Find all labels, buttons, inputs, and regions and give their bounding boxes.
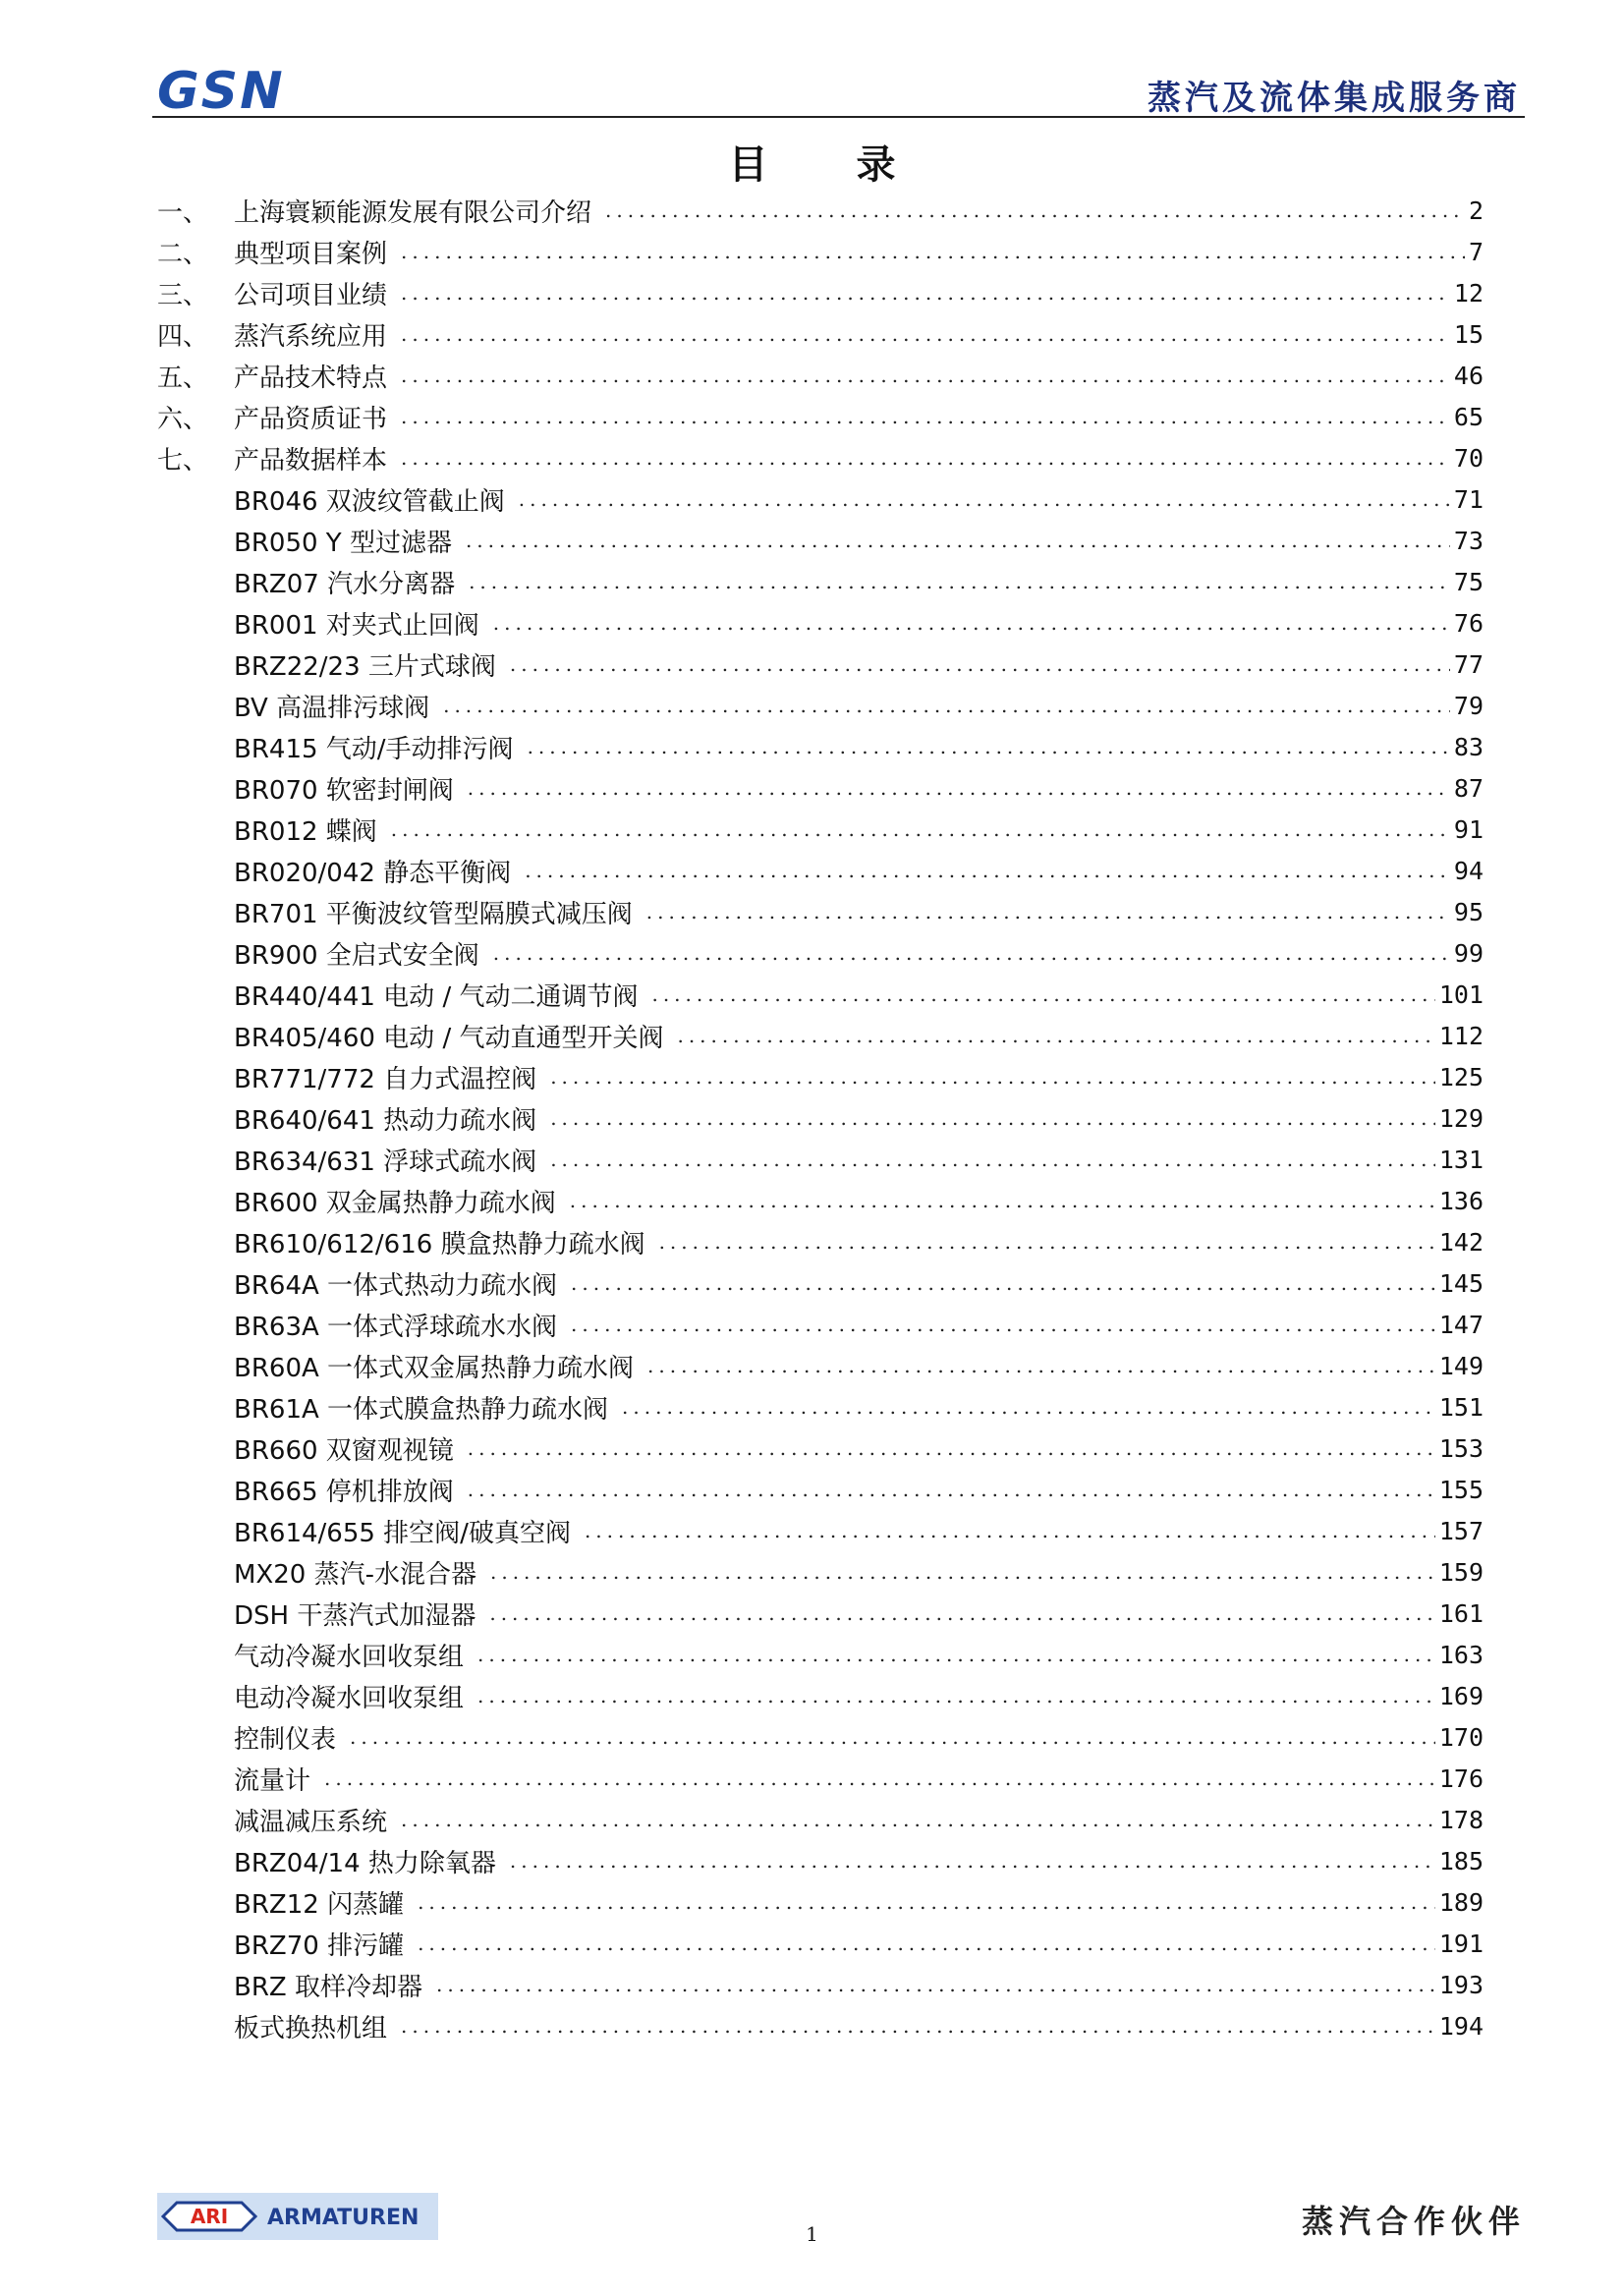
gsn-logo: [155, 61, 293, 116]
toc-entry-page: 94: [1453, 856, 1484, 885]
toc-entry-label: BRZ22/23 三片式球阀: [234, 651, 496, 682]
toc-entry-label: 减温减压系统: [234, 1807, 388, 1837]
toc-leader-dots: [468, 1436, 1435, 1460]
toc-entry-page: 71: [1453, 484, 1484, 514]
toc-entry-page: 159: [1438, 1557, 1484, 1587]
toc-entry[interactable]: [157, 1675, 1484, 1716]
toc-leader-dots: [651, 982, 1434, 1006]
toc-entry[interactable]: [157, 1510, 1484, 1551]
toc-entry-page: 151: [1438, 1392, 1484, 1422]
toc-entry-number: 三、: [157, 280, 209, 310]
toc-entry[interactable]: [157, 520, 1484, 561]
toc-entry-number: 四、: [157, 321, 209, 352]
toc-leader-dots: [401, 322, 1450, 346]
toc-entry-label: BRZ04/14 热力除氧器: [234, 1848, 496, 1878]
armaturen-text: ARMATUREN: [267, 2206, 420, 2230]
toc-entry[interactable]: [157, 1593, 1484, 1634]
toc-entry-page: 112: [1438, 1021, 1484, 1050]
toc-entry-number: 六、: [157, 404, 209, 434]
toc-entry-page: 145: [1438, 1268, 1484, 1298]
toc-leader-dots: [468, 776, 1450, 800]
page-title: [0, 134, 1624, 190]
toc-entry-label: BR415 气动/手动排污阀: [234, 734, 514, 764]
toc-leader-dots: [401, 240, 1465, 263]
toc-entry-page: 157: [1438, 1516, 1484, 1545]
toc-leader-dots: [401, 281, 1450, 305]
toc-entry-page: 191: [1438, 1929, 1484, 1958]
toc-entry[interactable]: [157, 974, 1484, 1015]
toc-entry-label: BR640/641 热动力疏水阀: [234, 1105, 537, 1136]
toc-entry-page: 91: [1453, 814, 1484, 844]
toc-entry-label: BR61A 一体式膜盒热静力疏水阀: [234, 1394, 609, 1425]
toc-entry-page: 76: [1453, 608, 1484, 638]
toc-entry-label: 产品技术特点: [234, 363, 388, 393]
toc-leader-dots: [493, 941, 1450, 965]
toc-entry-page: 136: [1438, 1186, 1484, 1215]
toc-entry-page: 189: [1438, 1887, 1484, 1917]
toc-entry-page: 73: [1453, 526, 1484, 555]
table-of-contents: [157, 190, 1484, 2046]
toc-entry-page: 101: [1438, 980, 1484, 1009]
toc-entry-label: BRZ 取样冷却器: [234, 1972, 422, 2002]
toc-entry-page: 170: [1438, 1722, 1484, 1752]
toc-entry[interactable]: [157, 1056, 1484, 1097]
toc-entry-page: 83: [1453, 732, 1484, 761]
toc-entry-label: 上海寰颖能源发展有限公司介绍: [234, 197, 592, 228]
toc-entry[interactable]: [157, 1097, 1484, 1139]
toc-entry-label: DSH 干蒸汽式加湿器: [234, 1600, 476, 1631]
toc-leader-dots: [436, 1973, 1435, 1996]
page-number: 1: [806, 2222, 818, 2246]
toc-entry[interactable]: [157, 850, 1484, 891]
toc-entry[interactable]: [157, 396, 1484, 437]
toc-entry-page: 87: [1453, 773, 1484, 803]
toc-entry-number: 二、: [157, 239, 209, 269]
toc-entry-label: 流量计: [234, 1765, 311, 1796]
toc-leader-dots: [391, 817, 1450, 841]
toc-entry[interactable]: [157, 1015, 1484, 1056]
toc-entry-label: MX20 蒸汽-水混合器: [234, 1559, 476, 1590]
toc-entry[interactable]: [157, 685, 1484, 726]
toc-entry-page: 185: [1438, 1846, 1484, 1875]
toc-entry-page: 163: [1438, 1640, 1484, 1669]
toc-entry-label: 气动冷凝水回收泵组: [234, 1642, 465, 1672]
toc-entry-label: BR660 双窗观视镜: [234, 1435, 454, 1466]
toc-leader-dots: [647, 1354, 1435, 1377]
toc-leader-dots: [550, 1106, 1435, 1130]
toc-entry[interactable]: [157, 1881, 1484, 1923]
toc-leader-dots: [489, 1601, 1435, 1625]
toc-entry-label: BR012 蝶阀: [234, 816, 377, 847]
toc-entry[interactable]: [157, 1221, 1484, 1262]
toc-entry-page: 169: [1438, 1681, 1484, 1710]
toc-entry-label: BRZ07 汽水分离器: [234, 569, 456, 599]
toc-entry[interactable]: [157, 891, 1484, 932]
toc-leader-dots: [401, 1808, 1435, 1831]
toc-entry-page: 153: [1438, 1433, 1484, 1463]
toc-entry-label: BR001 对夹式止回阀: [234, 610, 479, 641]
toc-entry[interactable]: [157, 1758, 1484, 1799]
toc-entry[interactable]: [157, 1840, 1484, 1881]
footer-slogan: 蒸汽合作伙伴: [1301, 2203, 1526, 2240]
toc-leader-dots: [477, 1643, 1435, 1666]
toc-entry[interactable]: [157, 1304, 1484, 1345]
toc-entry[interactable]: [157, 932, 1484, 974]
toc-entry[interactable]: [157, 1551, 1484, 1593]
toc-entry-page: 178: [1438, 1805, 1484, 1834]
toc-entry-label: BR440/441 电动 / 气动二通调节阀: [234, 981, 639, 1012]
toc-entry-label: BR046 双波纹管截止阀: [234, 486, 505, 517]
toc-entry-label: 控制仪表: [234, 1724, 337, 1755]
toc-leader-dots: [570, 1189, 1435, 1212]
toc-entry[interactable]: [157, 1634, 1484, 1675]
toc-entry-label: BR701 平衡波纹管型隔膜式减压阀: [234, 899, 633, 929]
toc-entry-label: BR020/042 静态平衡阀: [234, 858, 512, 888]
toc-entry-label: 蒸汽系统应用: [234, 321, 388, 352]
toc-leader-dots: [469, 570, 1450, 593]
logo-text: GSN: [157, 62, 285, 116]
toc-entry-label: BR614/655 排空阀/破真空阀: [234, 1518, 571, 1548]
toc-entry-label: BRZ70 排污罐: [234, 1931, 405, 1961]
toc-entry-page: 65: [1453, 402, 1484, 431]
toc-entry-label: 板式换热机组: [234, 2013, 388, 2043]
toc-entry-page: 95: [1453, 897, 1484, 926]
toc-entry[interactable]: [157, 1427, 1484, 1469]
toc-leader-dots: [418, 1931, 1435, 1955]
toc-leader-dots: [510, 1849, 1435, 1873]
toc-entry[interactable]: [157, 2005, 1484, 2046]
toc-entry-page: 15: [1453, 319, 1484, 349]
toc-entry[interactable]: [157, 1386, 1484, 1427]
toc-entry-label: BR60A 一体式双金属热静力疏水阀: [234, 1353, 635, 1383]
toc-entry-page: 147: [1438, 1310, 1484, 1339]
toc-entry-label: 电动冷凝水回收泵组: [234, 1683, 465, 1713]
toc-leader-dots: [525, 859, 1450, 882]
toc-entry[interactable]: [157, 1964, 1484, 2005]
toc-leader-dots: [401, 405, 1450, 428]
toc-entry[interactable]: [157, 809, 1484, 850]
toc-leader-dots: [528, 735, 1450, 758]
toc-entry-page: 161: [1438, 1598, 1484, 1628]
toc-entry[interactable]: [157, 231, 1484, 272]
toc-entry-page: 2: [1468, 196, 1484, 225]
toc-entry-page: 79: [1453, 691, 1484, 720]
toc-entry[interactable]: [157, 1262, 1484, 1304]
toc-entry[interactable]: [157, 1345, 1484, 1386]
toc-entry[interactable]: [157, 272, 1484, 313]
toc-leader-dots: [401, 446, 1450, 470]
toc-entry[interactable]: [157, 602, 1484, 644]
toc-entry-number: 五、: [157, 363, 209, 393]
toc-entry-label: BR405/460 电动 / 气动直通型开关阀: [234, 1023, 664, 1053]
toc-entry[interactable]: [157, 726, 1484, 767]
toc-entry-page: 7: [1468, 237, 1484, 266]
toc-entry-label: BR63A 一体式浮球疏水水阀: [234, 1312, 558, 1342]
toc-entry[interactable]: [157, 1139, 1484, 1180]
toc-leader-dots: [466, 529, 1450, 552]
toc-entry-page: 129: [1438, 1103, 1484, 1133]
header-tagline: 蒸汽及流体集成服务商: [1148, 79, 1521, 118]
toc-leader-dots: [401, 364, 1450, 387]
toc-entry-label: BR665 停机排放阀: [234, 1477, 454, 1507]
toc-entry-page: 99: [1453, 938, 1484, 968]
toc-leader-dots: [585, 1519, 1435, 1542]
title-char: 录: [856, 142, 896, 188]
toc-leader-dots: [646, 900, 1450, 924]
toc-leader-dots: [659, 1230, 1435, 1254]
toc-entry-number: 一、: [157, 197, 209, 228]
toc-leader-dots: [490, 1560, 1435, 1584]
toc-entry-page: 75: [1453, 567, 1484, 596]
toc-leader-dots: [477, 1684, 1435, 1707]
header-rule: [152, 116, 1525, 118]
toc-entry-page: 12: [1453, 278, 1484, 308]
toc-leader-dots: [677, 1024, 1434, 1047]
toc-entry-label: 公司项目业绩: [234, 280, 388, 310]
toc-entry-label: BR64A 一体式热动力疏水阀: [234, 1270, 558, 1301]
toc-leader-dots: [418, 1890, 1435, 1914]
page-header: [155, 59, 1521, 118]
toc-entry-label: 产品数据样本: [234, 445, 388, 476]
toc-entry-label: 产品资质证书: [234, 404, 388, 434]
toc-entry-label: BR070 软密封闸阀: [234, 775, 454, 806]
toc-entry-page: 131: [1438, 1145, 1484, 1174]
toc-leader-dots: [510, 652, 1450, 676]
toc-entry[interactable]: [157, 355, 1484, 396]
toc-entry-label: BR600 双金属热静力疏水阀: [234, 1188, 556, 1218]
toc-entry-label: BR050 Y 型过滤器: [234, 528, 452, 558]
toc-entry[interactable]: [157, 437, 1484, 478]
toc-leader-dots: [493, 611, 1450, 635]
toc-leader-dots: [605, 198, 1465, 222]
toc-entry[interactable]: [157, 478, 1484, 520]
toc-entry[interactable]: [157, 190, 1484, 231]
toc-leader-dots: [622, 1395, 1435, 1419]
toc-entry-page: 77: [1453, 649, 1484, 679]
toc-entry-page: 142: [1438, 1227, 1484, 1257]
toc-entry[interactable]: [157, 1469, 1484, 1510]
toc-entry-page: 70: [1453, 443, 1484, 473]
toc-entry[interactable]: [157, 1180, 1484, 1221]
toc-entry[interactable]: [157, 561, 1484, 602]
toc-entry[interactable]: [157, 313, 1484, 355]
toc-entry-page: 155: [1438, 1475, 1484, 1504]
toc-entry-label: 典型项目案例: [234, 239, 388, 269]
toc-entry-label: BR634/631 浮球式疏水阀: [234, 1147, 537, 1177]
toc-leader-dots: [468, 1478, 1435, 1501]
toc-entry[interactable]: [157, 767, 1484, 809]
toc-entry-page: 125: [1438, 1062, 1484, 1092]
toc-entry[interactable]: [157, 1799, 1484, 1840]
toc-leader-dots: [571, 1313, 1435, 1336]
toc-leader-dots: [550, 1148, 1435, 1171]
toc-entry-label: BV 高温排污球阀: [234, 693, 430, 723]
toc-leader-dots: [571, 1271, 1435, 1295]
toc-entry-page: 194: [1438, 2011, 1484, 2041]
toc-entry-label: BR900 全启式安全阀: [234, 940, 479, 971]
toc-leader-dots: [519, 487, 1450, 511]
toc-leader-dots: [443, 694, 1450, 717]
toc-leader-dots: [350, 1725, 1435, 1749]
toc-entry-label: BR610/612/616 膜盒热静力疏水阀: [234, 1229, 645, 1259]
toc-entry-page: 193: [1438, 1970, 1484, 1999]
toc-leader-dots: [401, 2014, 1435, 2038]
ari-text: ARI: [190, 2205, 229, 2228]
toc-entry[interactable]: [157, 1716, 1484, 1758]
toc-entry[interactable]: [157, 1923, 1484, 1964]
toc-entry-label: BRZ12 闪蒸罐: [234, 1889, 405, 1920]
toc-leader-dots: [550, 1065, 1435, 1089]
toc-entry[interactable]: [157, 644, 1484, 685]
toc-leader-dots: [324, 1766, 1435, 1790]
toc-entry-label: BR771/772 自力式温控阀: [234, 1064, 537, 1094]
toc-entry-number: 七、: [157, 445, 209, 476]
toc-entry-page: 149: [1438, 1351, 1484, 1380]
toc-entry-page: 176: [1438, 1763, 1484, 1793]
toc-entry-page: 46: [1453, 361, 1484, 390]
title-char: 目: [728, 142, 768, 188]
